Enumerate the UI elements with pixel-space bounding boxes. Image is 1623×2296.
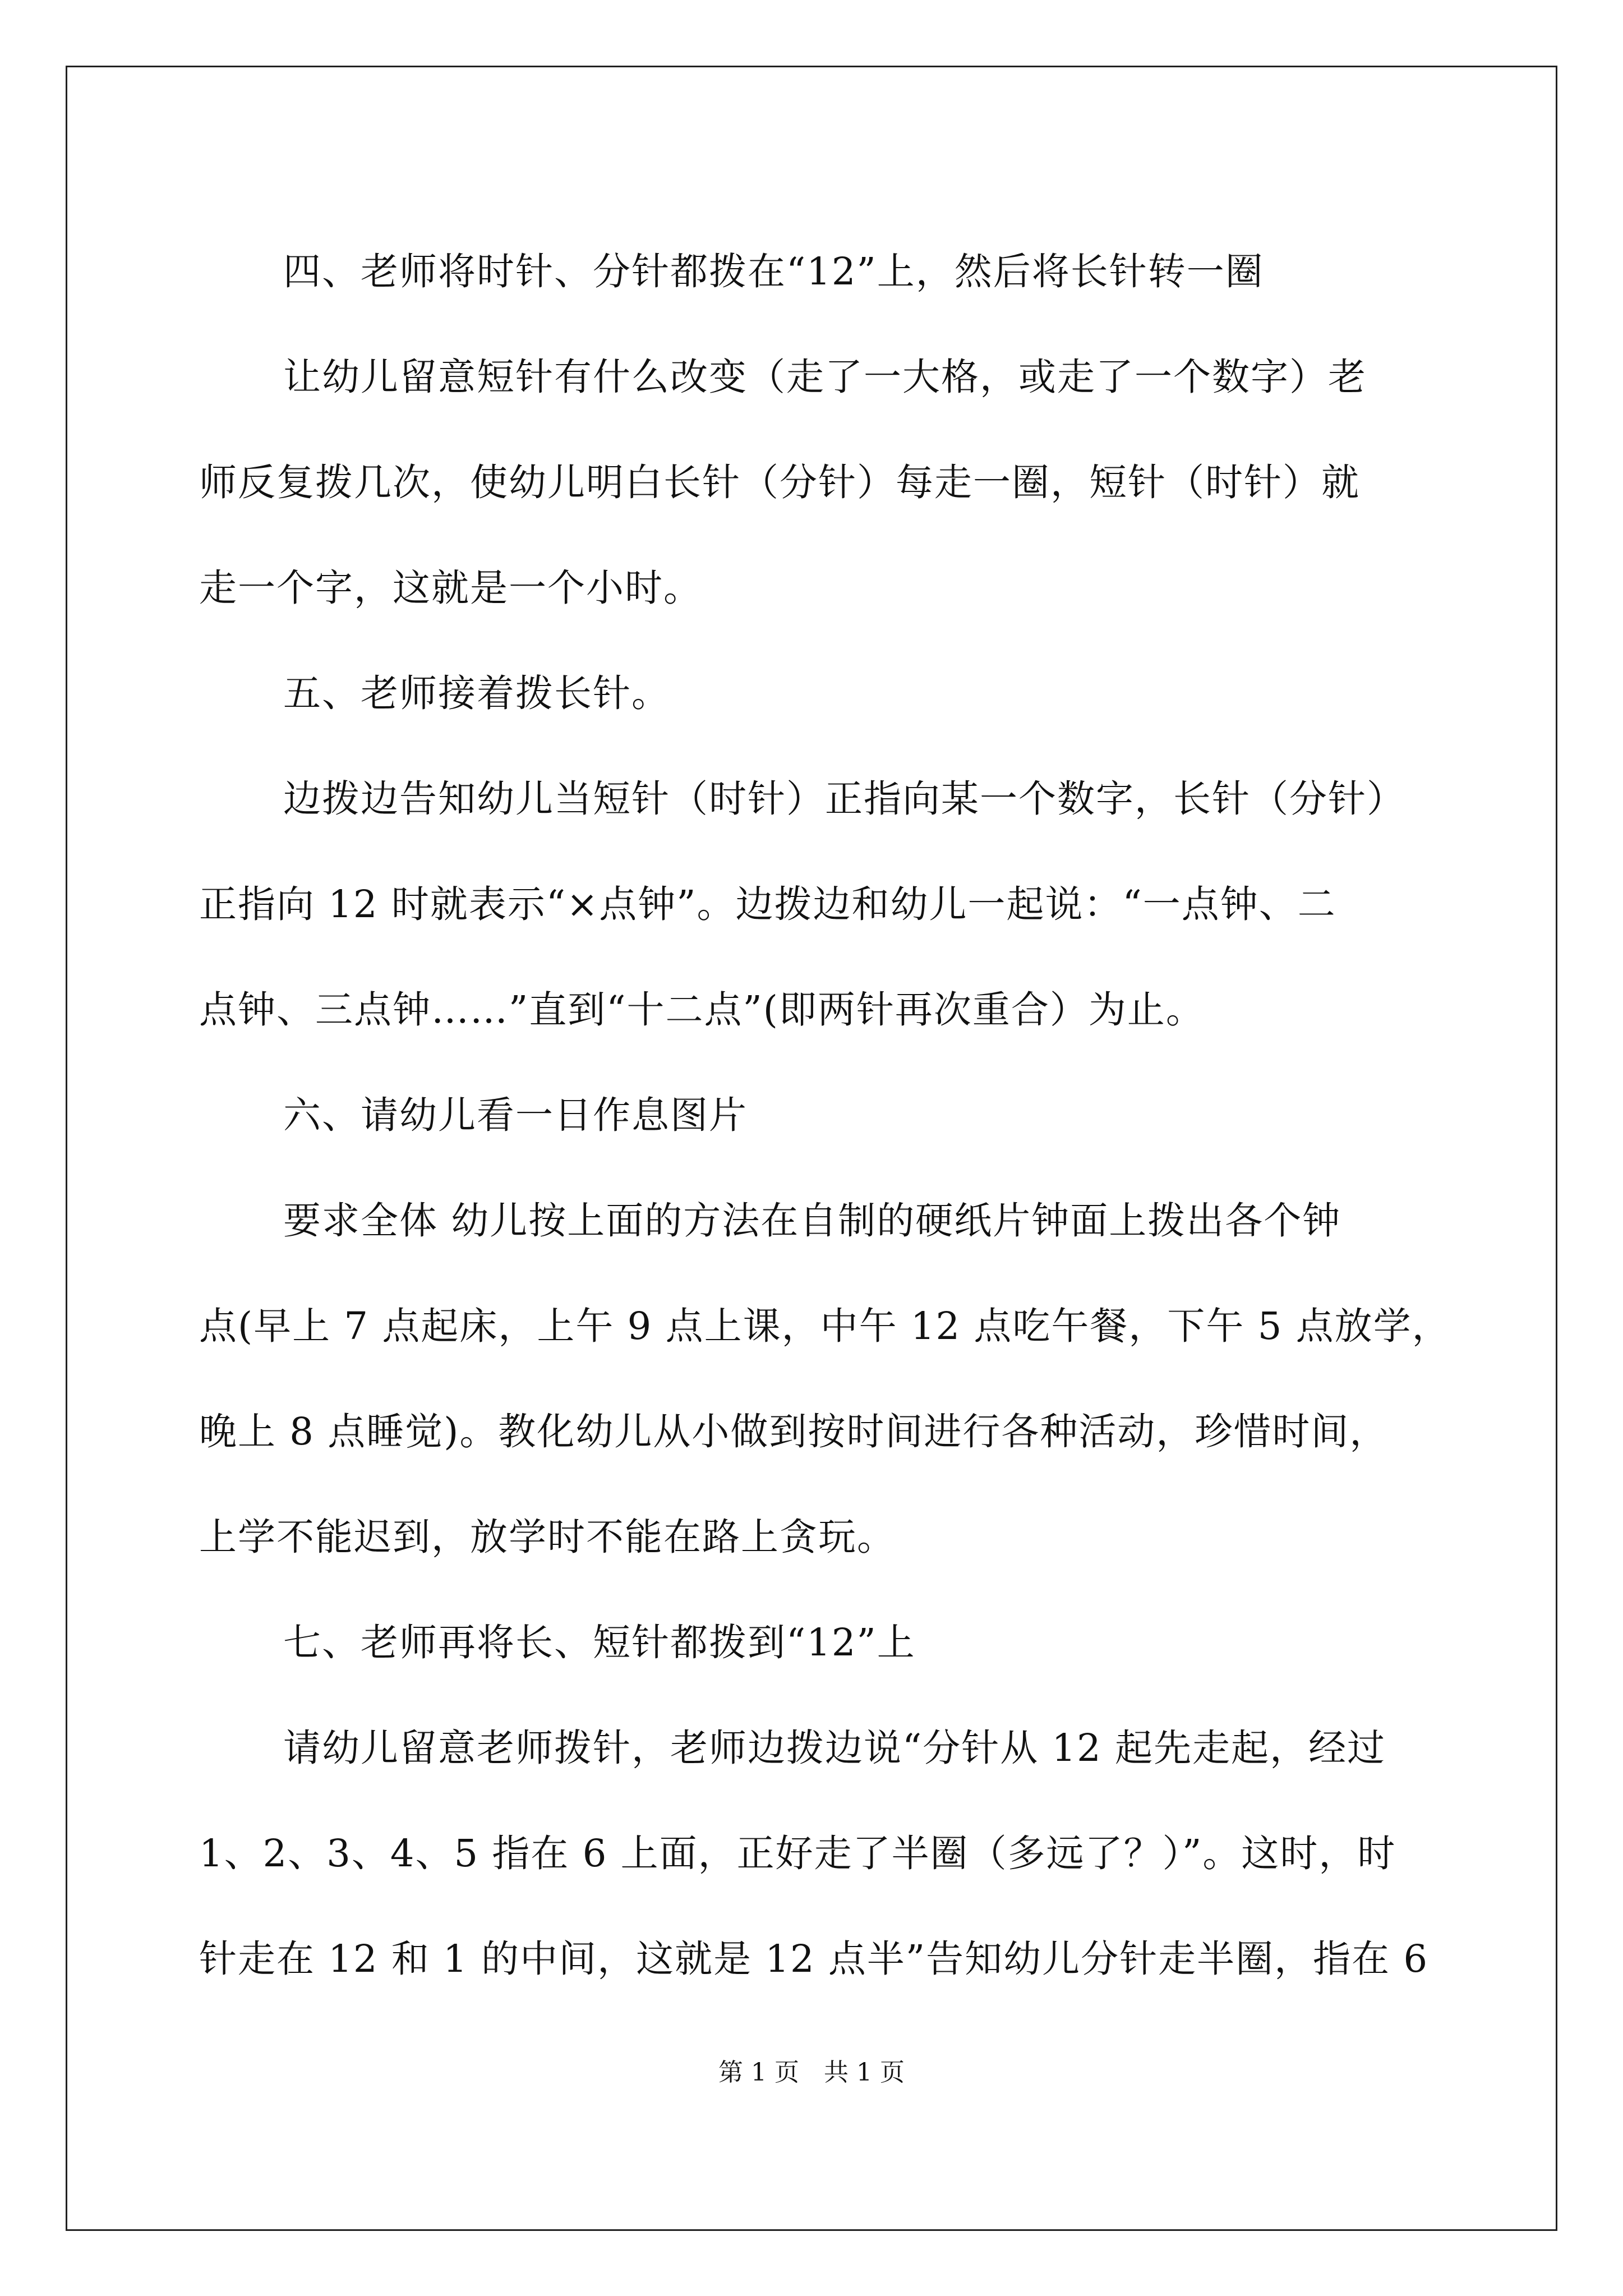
document-body <box>199 219 1451 2012</box>
section-heading-6: 六、请幼儿看一日作息图片 <box>283 1093 748 1137</box>
paragraph-line: 让幼儿留意短针有什么改变（走了一大格，或走了一个数字）老 <box>283 355 1367 399</box>
paragraph-line: 正指向 12 时就表示“×点钟”。边拨边和幼儿一起说：“一点钟、二 <box>199 882 1336 926</box>
paragraph-line: 要求全体 幼儿按上面的方法在自制的硬纸片钟面上拨出各个钟 <box>283 1199 1341 1243</box>
paragraph-line: 晚上 8 点睡觉)。教化幼儿从小做到按时间进行各种活动，珍惜时间， <box>199 1410 1389 1453</box>
paragraph-line: 针走在 12 和 1 的中间，这就是 12 点半”告知幼儿分针走半圈，指在 6 <box>199 1937 1429 1981</box>
paragraph-line: 走一个字，这就是一个小时。 <box>199 566 702 610</box>
paragraph-line: 1、2、3、4、5 指在 6 上面，正好走了半圈（多远了？）”。这时，时 <box>199 1832 1396 1875</box>
paragraph-line: 点钟、三点钟……”直到“十二点”(即两针再次重合）为止。 <box>199 988 1205 1032</box>
page-footer: 第 1 页 共 1 页 <box>718 2058 905 2087</box>
section-heading-7: 七、老师再将长、短针都拨到“12”上 <box>283 1621 916 1664</box>
section-heading-4: 四、老师将时针、分针都拨在“12”上，然后将长针转一圈 <box>283 250 1264 293</box>
paragraph-line: 请幼儿留意老师拨针，老师边拨边说“分针从 12 起先走起，经过 <box>283 1726 1386 1770</box>
paragraph-line: 上学不能迟到，放学时不能在路上贪玩。 <box>199 1515 896 1559</box>
paragraph-line: 点(早上 7 点起床，上午 9 点上课，中午 12 点吃午餐，下午 5 点放学， <box>199 1304 1451 1348</box>
paragraph-line: 师反复拨几次，使幼儿明白长针（分针）每走一圈，短针（时针）就 <box>199 461 1360 504</box>
section-heading-5: 五、老师接着拨长针。 <box>283 671 670 715</box>
paragraph-line: 边拨边告知幼儿当短针（时针）正指向某一个数字，长针（分针） <box>283 777 1405 821</box>
